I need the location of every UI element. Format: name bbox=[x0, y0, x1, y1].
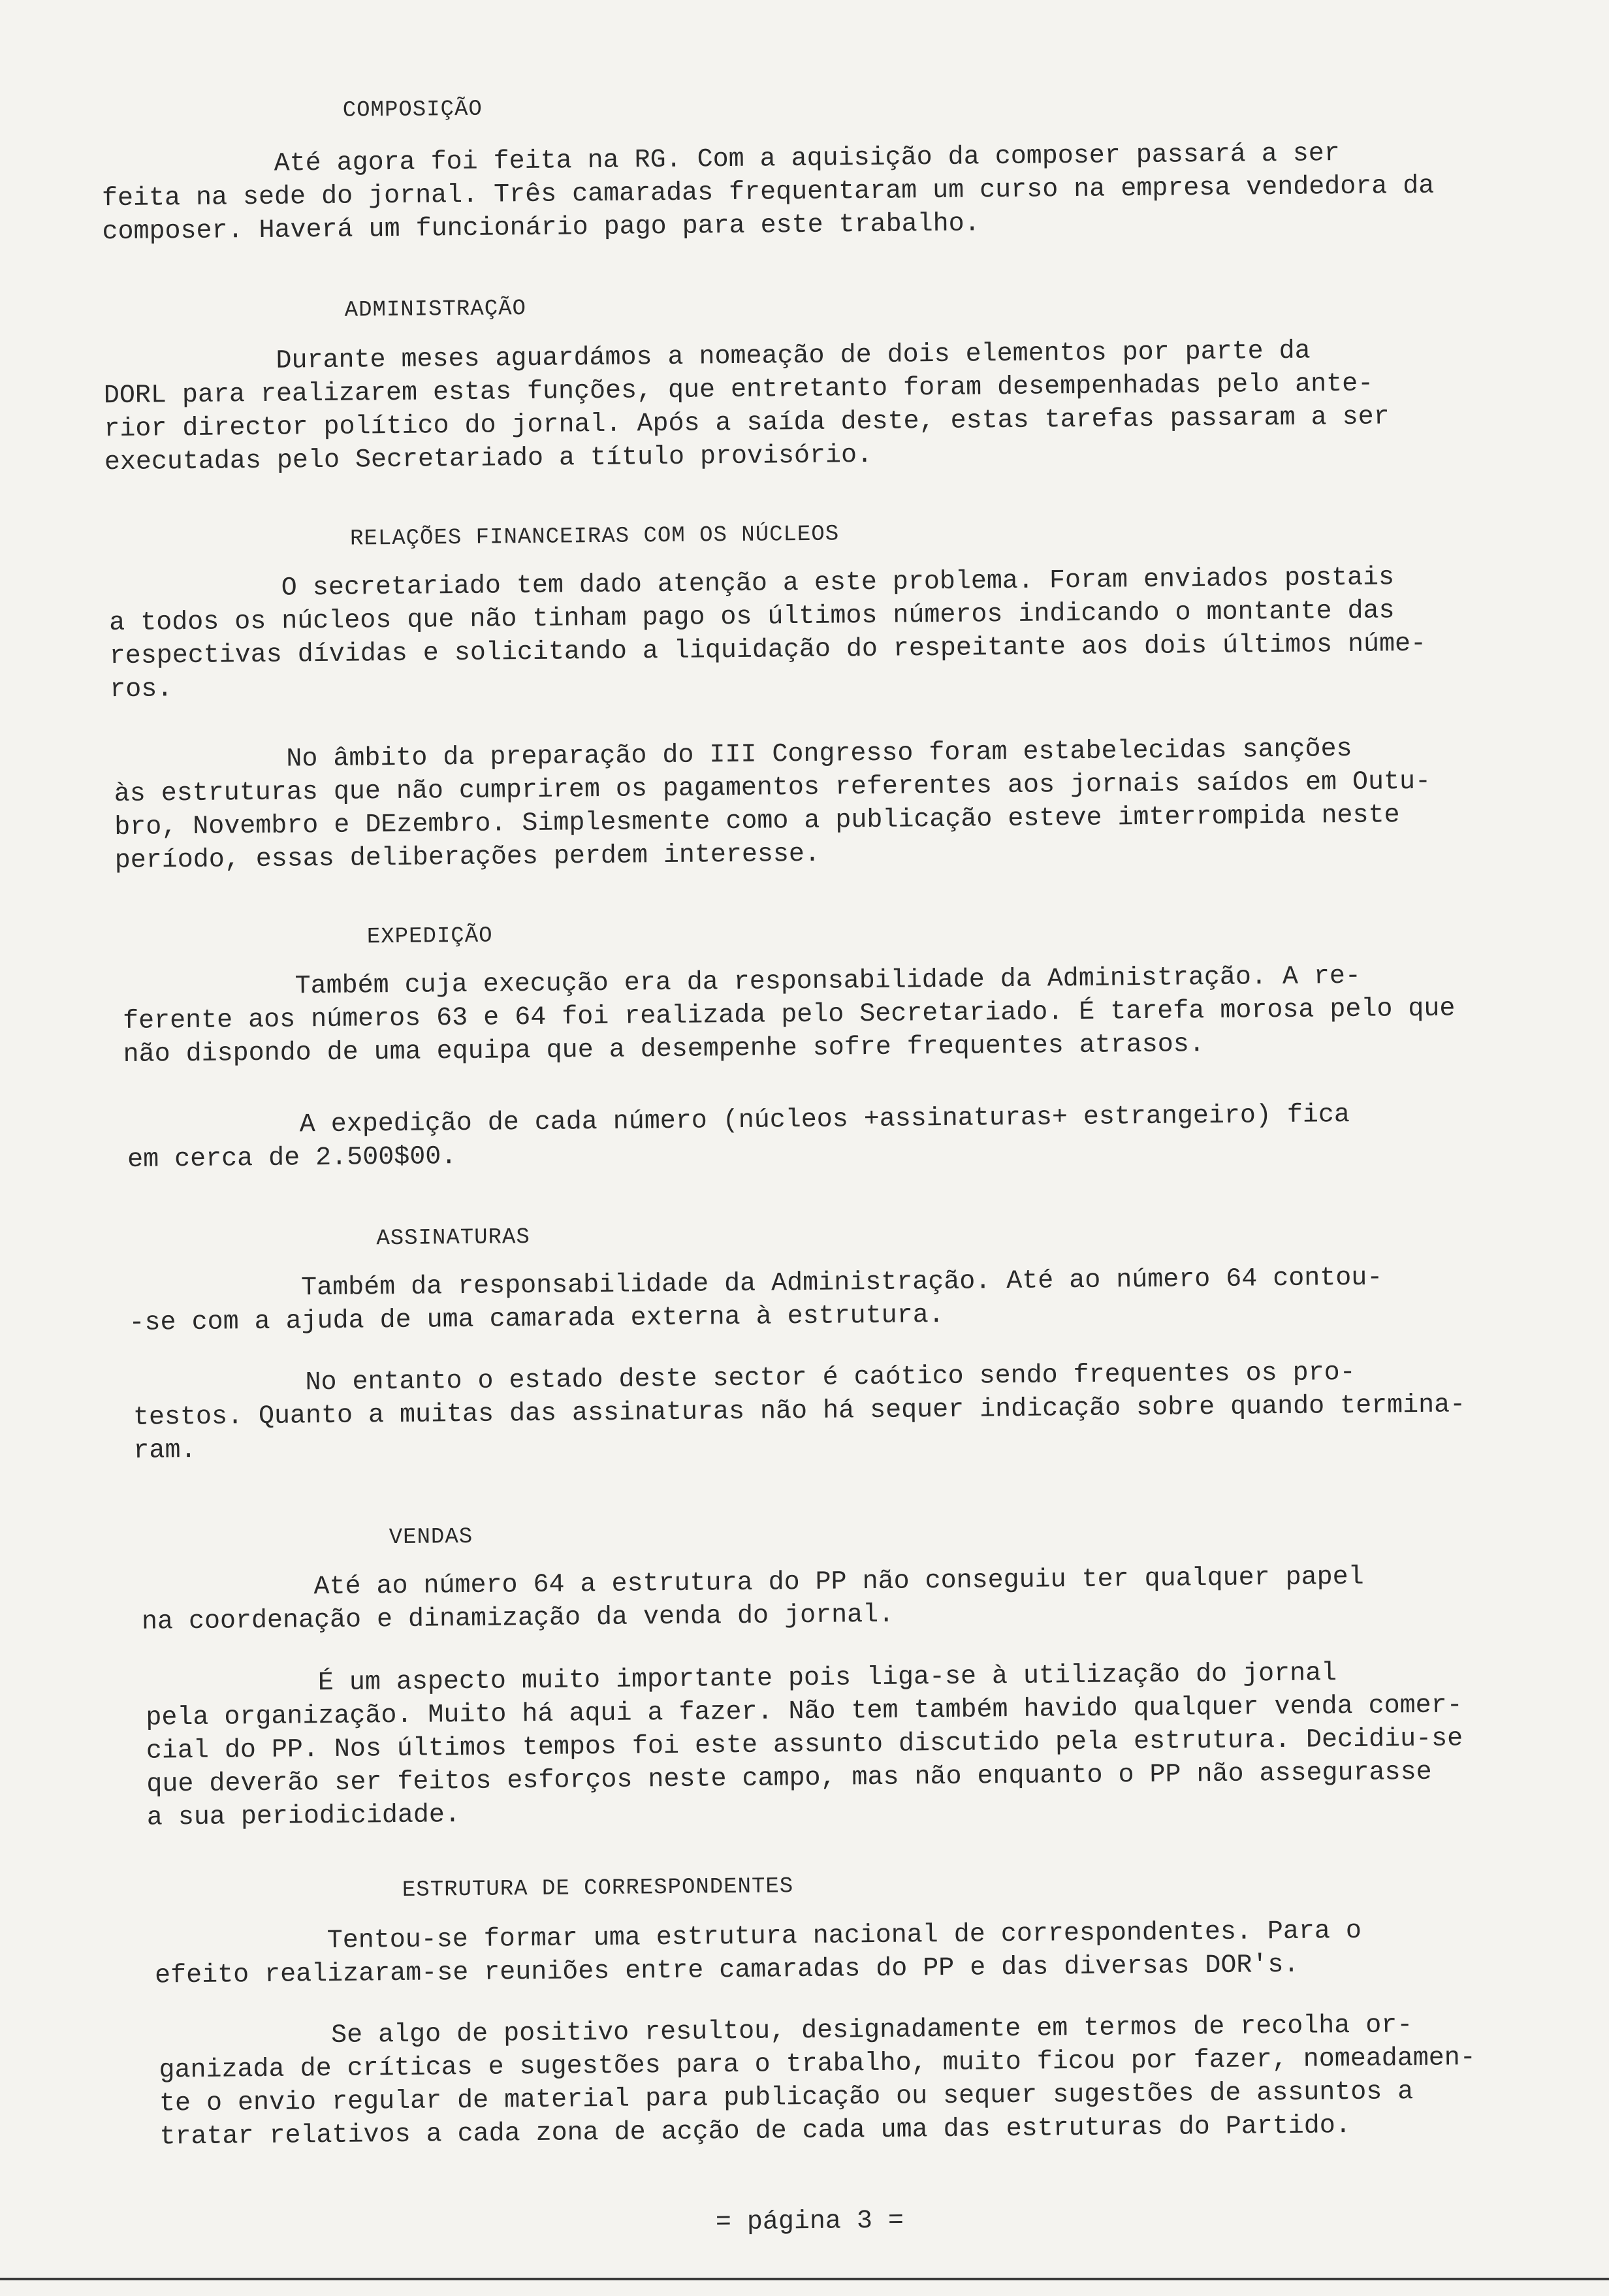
text-line: não dispondo de uma equipa que a desempenhe sofre frequentes atrasos. bbox=[123, 1030, 1205, 1070]
paragraph-composicao-1 bbox=[101, 135, 1519, 249]
text-line: tratar relativos a cada zona de acção de cada uma das estruturas do Partido. bbox=[159, 2111, 1351, 2152]
paragraph-correspondentes-2 bbox=[159, 2007, 1577, 2154]
paragraph-expedicao-1 bbox=[122, 958, 1540, 1072]
text-line: rior director político do jornal. Após a saída deste, estas tarefas passaram a ser bbox=[104, 402, 1390, 445]
text-line: Também da responsabilidade da Administração. Até ao número 64 contou- bbox=[128, 1263, 1383, 1305]
paragraph-assinaturas-1 bbox=[129, 1260, 1546, 1340]
paragraph-correspondentes-1 bbox=[154, 1913, 1572, 1993]
text-line: respectivas dívidas e solicitando a liquidação do respeitante aos dois últimos núme- bbox=[109, 629, 1427, 672]
text-line: Até agora foi feita na RG. Com a aquisição da composer passará a ser bbox=[101, 139, 1341, 181]
text-line: bro, Novembro e DEzembro. Simplesmente como a publicação esteve imterrompida neste bbox=[114, 801, 1400, 843]
text-line: testos. Quanto a muitas das assinaturas não há sequer indicação sobre quando termina- bbox=[133, 1390, 1466, 1433]
section-heading-expedicao: EXPEDIÇÃO bbox=[366, 923, 493, 950]
paragraph-relacoes-1 bbox=[109, 560, 1527, 707]
text-line: O secretariado tem dado atenção a este problema. Foram enviados postais bbox=[108, 563, 1395, 605]
paragraph-expedicao-2 bbox=[127, 1096, 1544, 1177]
text-line: período, essas deliberações perdem interesse. bbox=[114, 839, 821, 876]
section-heading-vendas: VENDAS bbox=[389, 1524, 473, 1551]
text-line: feita na sede do jornal. Três camaradas frequentaram um curso na empresa vendedora da bbox=[101, 171, 1435, 214]
text-line: que deverão ser feitos esforços neste campo, mas não enquanto o PP não assegurasse bbox=[146, 1757, 1432, 1800]
page-number: = página 3 = bbox=[715, 2206, 904, 2238]
text-line: executadas pelo Secretariado a título provisório. bbox=[104, 440, 873, 478]
text-line: Tentou-se formar uma estrutura nacional de correspondentes. Para o bbox=[154, 1916, 1362, 1958]
text-line: às estruturas que não cumprirem os pagamentos referentes aos jornais saídos em Outu- bbox=[114, 767, 1431, 810]
text-line: É um aspecto muito importante pois liga-se à utilização do jornal bbox=[145, 1659, 1337, 1700]
text-line: ganizada de críticas e sugestões para o trabalho, muito ficou por fazer, nomeadamen- bbox=[159, 2043, 1476, 2086]
text-line: ferente aos números 63 e 64 foi realizada pelo Secretariado. É tarefa morosa pelo que bbox=[122, 994, 1456, 1037]
bottom-edge-line bbox=[0, 2278, 1609, 2280]
text-line: Se algo de positivo resultou, designadamente em termos de recolha or- bbox=[158, 2011, 1413, 2052]
paragraph-relacoes-2 bbox=[114, 731, 1532, 878]
section-heading-assinaturas: ASSINATURAS bbox=[376, 1225, 530, 1252]
text-line: cial do PP. Nos últimos tempos foi este assunto discutido pela estrutura. Decidiu-se bbox=[146, 1724, 1463, 1766]
text-line: em cerca de 2.500$00. bbox=[127, 1142, 457, 1175]
paragraph-assinaturas-2 bbox=[133, 1354, 1550, 1468]
paragraph-administracao-1 bbox=[103, 332, 1521, 479]
text-line: No âmbito da preparação do III Congresso foram estabelecidas sanções bbox=[114, 734, 1352, 776]
text-line: Também cuja execução era da responsabilidade da Administração. A re- bbox=[122, 961, 1362, 1004]
paragraph-vendas-1 bbox=[141, 1559, 1559, 1639]
text-line: No entanto o estado deste sector é caótico sendo frequentes os pro- bbox=[133, 1358, 1356, 1399]
text-line: -se com a ajuda de uma camarada externa à estrutura. bbox=[129, 1300, 944, 1338]
section-heading-administracao: ADMINISTRAÇÃO bbox=[344, 296, 527, 323]
text-line: Durante meses aguardámos a nomeação de dois elementos por parte da bbox=[103, 336, 1311, 378]
text-line: Até ao número 64 a estrutura do PP não conseguiu ter qualquer papel bbox=[141, 1562, 1364, 1604]
section-heading-composicao: COMPOSIÇÃO bbox=[342, 97, 483, 123]
paragraph-vendas-2 bbox=[146, 1655, 1564, 1835]
text-line: ram. bbox=[133, 1435, 197, 1466]
text-line: composer. Haverá um funcionário pago para este trabalho. bbox=[102, 209, 980, 247]
text-line: pela organização. Muito há aqui a fazer. Não tem também havido qualquer venda comer- bbox=[146, 1691, 1463, 1733]
text-line: te o envio regular de material para publicação ou sequer sugestões de assuntos a bbox=[159, 2077, 1414, 2119]
text-line: a sua periodicidade. bbox=[146, 1800, 461, 1833]
text-line: a todos os núcleos que não tinham pago os últimos números indicando o montante das bbox=[109, 596, 1395, 639]
section-heading-correspondentes: ESTRUTURA DE CORRESPONDENTES bbox=[402, 1874, 794, 1903]
text-line: A expedição de cada número (núcleos +assinaturas+ estrangeiro) fica bbox=[127, 1100, 1350, 1141]
text-line: ros. bbox=[110, 675, 173, 705]
section-heading-relacoes-financeiras: RELAÇÕES FINANCEIRAS COM OS NÚCLEOS bbox=[349, 522, 840, 552]
text-line: DORL para realizarem estas funções, que entretanto foram desempenhadas pelo ante- bbox=[103, 369, 1374, 411]
text-line: na coordenação e dinamização da venda do jornal. bbox=[141, 1600, 895, 1637]
text-line: efeito realizaram-se reuniões entre camaradas do PP e das diversas DOR's. bbox=[154, 1950, 1299, 1991]
